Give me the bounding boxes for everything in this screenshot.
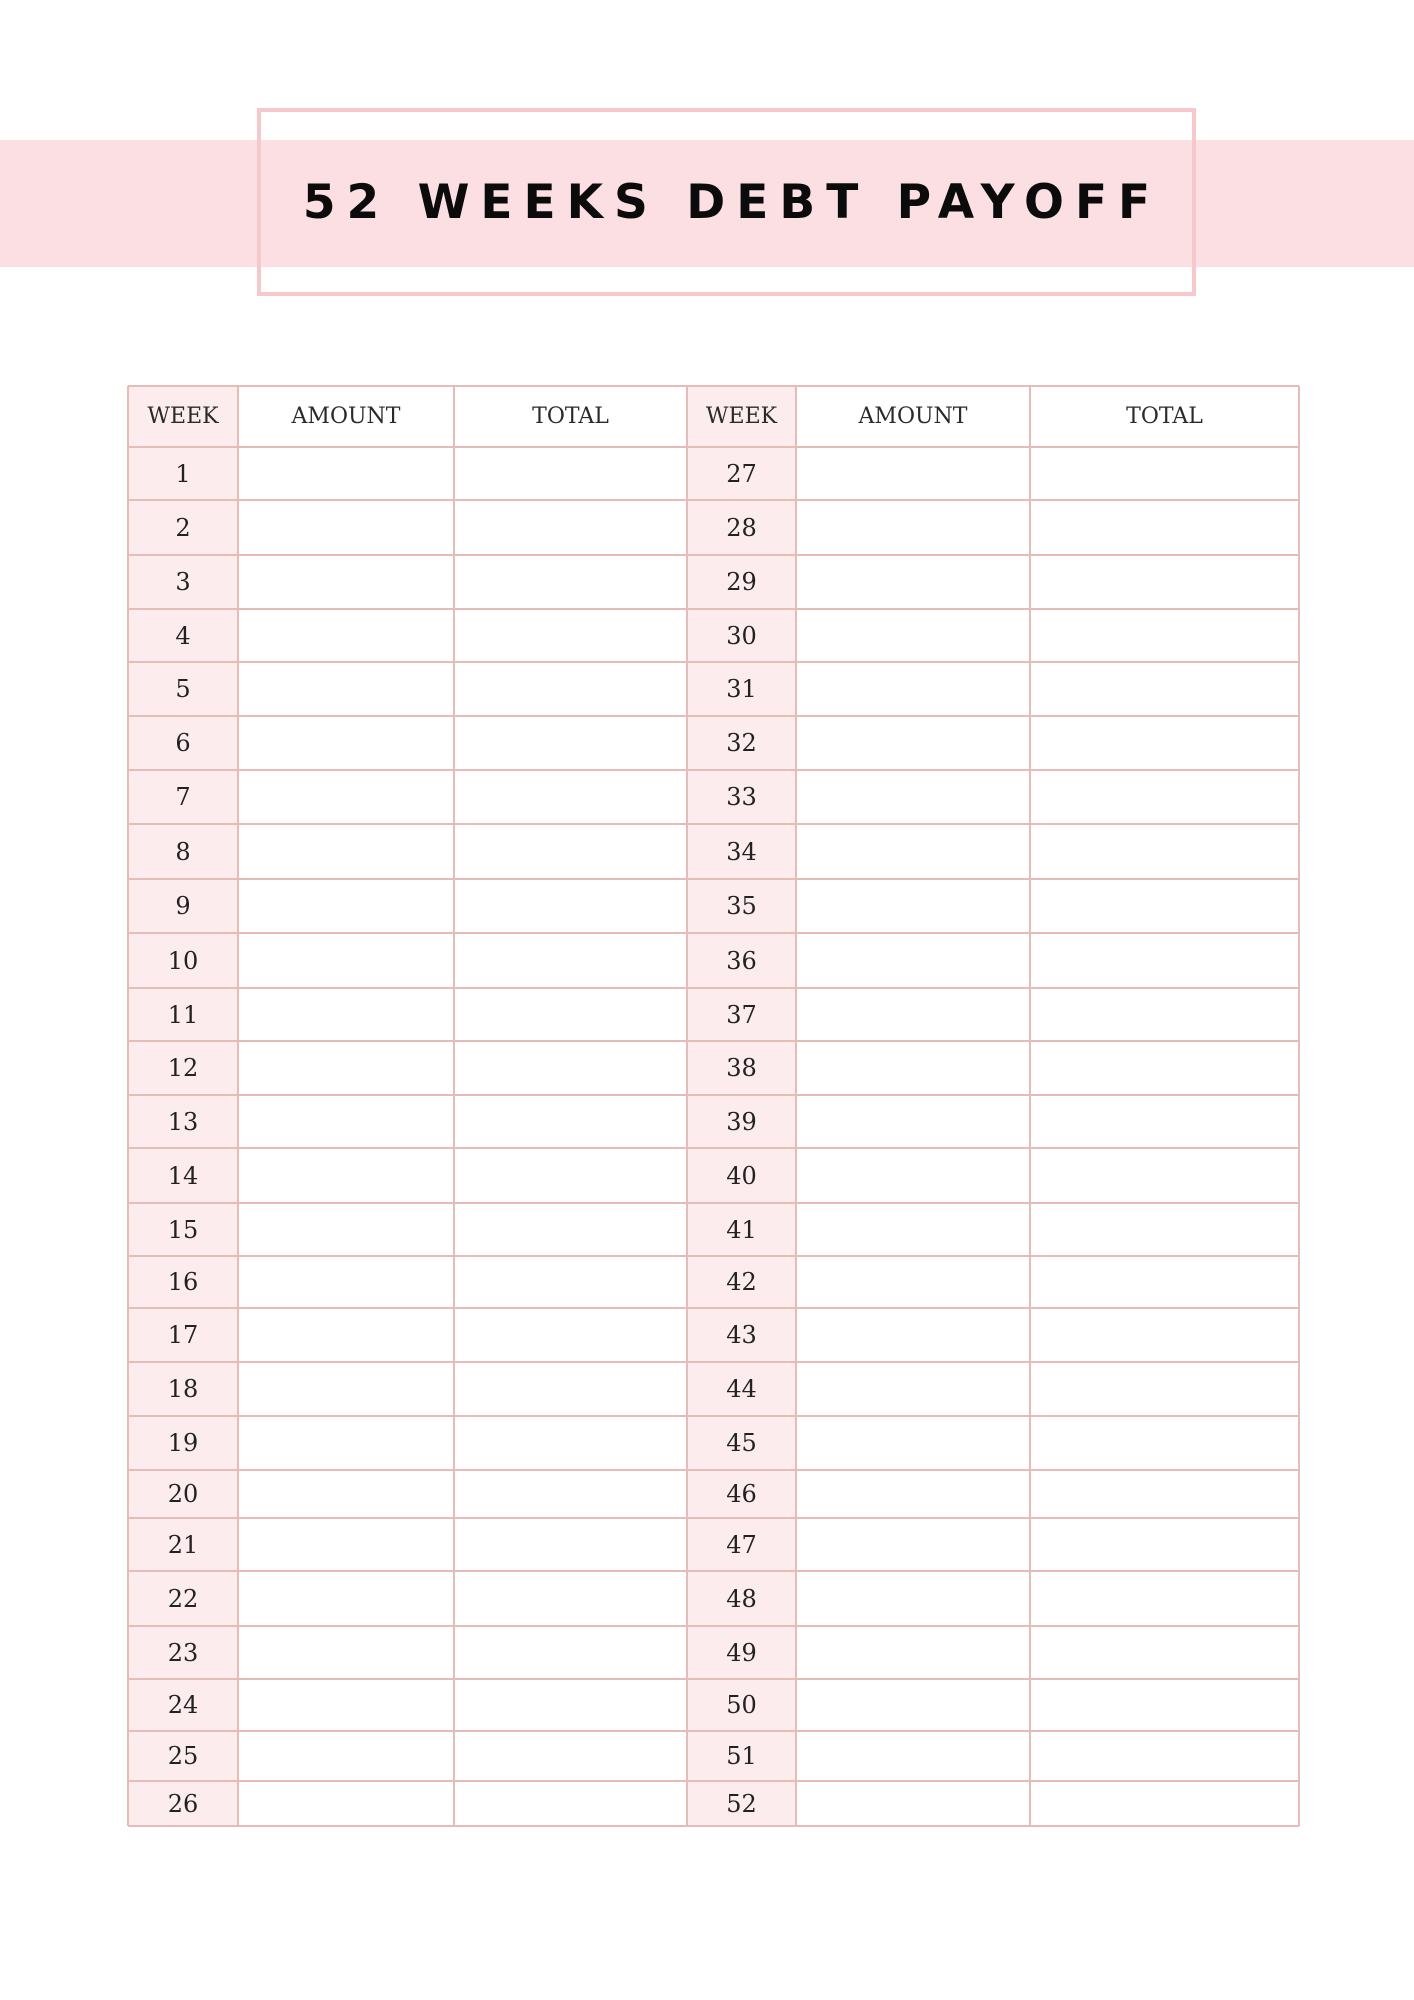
amount-cell[interactable]: [238, 1781, 454, 1826]
total-cell[interactable]: [1030, 1518, 1299, 1571]
total-cell[interactable]: [454, 1470, 687, 1518]
total-cell[interactable]: [1030, 770, 1299, 824]
total-cell[interactable]: [454, 1781, 687, 1826]
amount-cell[interactable]: [796, 1203, 1030, 1256]
total-cell[interactable]: [1030, 1362, 1299, 1416]
week-number: 2: [175, 513, 191, 542]
amount-cell[interactable]: [796, 879, 1030, 933]
header-week-left: WEEK: [147, 404, 219, 429]
week-number: 23: [167, 1638, 199, 1667]
total-cell[interactable]: [454, 555, 687, 609]
amount-cell[interactable]: [238, 500, 454, 555]
week-number: 41: [726, 1215, 757, 1244]
week-number: 40: [726, 1161, 757, 1190]
week-number: 15: [167, 1215, 199, 1244]
week-number: 11: [167, 1000, 199, 1029]
week-number: 47: [726, 1530, 757, 1559]
total-cell[interactable]: [1030, 988, 1299, 1041]
amount-cell[interactable]: [238, 447, 454, 500]
week-number: 45: [726, 1429, 757, 1457]
week-number: 31: [726, 675, 757, 703]
total-cell[interactable]: [1030, 447, 1299, 500]
week-number: 16: [167, 1268, 199, 1296]
week-number: 52: [726, 1789, 757, 1818]
week-number: 3: [175, 568, 191, 596]
week-number: 10: [167, 946, 199, 975]
amount-cell[interactable]: [796, 555, 1030, 609]
amount-cell[interactable]: [796, 716, 1030, 770]
total-cell[interactable]: [1030, 824, 1299, 879]
week-number: 33: [726, 783, 757, 811]
total-cell[interactable]: [454, 988, 687, 1041]
total-cell[interactable]: [1030, 1781, 1299, 1826]
amount-cell[interactable]: [796, 609, 1030, 662]
total-cell[interactable]: [454, 1362, 687, 1416]
amount-cell[interactable]: [238, 1571, 454, 1626]
total-cell[interactable]: [1030, 662, 1299, 716]
amount-cell[interactable]: [238, 1416, 454, 1470]
header-total-left: TOTAL: [532, 404, 609, 429]
total-cell[interactable]: [454, 1626, 687, 1679]
total-cell[interactable]: [454, 662, 687, 716]
week-number: 1: [175, 459, 191, 488]
amount-cell[interactable]: [238, 879, 454, 933]
week-number: 35: [726, 892, 757, 920]
total-cell[interactable]: [1030, 500, 1299, 555]
week-number: 34: [726, 837, 757, 866]
total-cell[interactable]: [454, 447, 687, 500]
total-cell[interactable]: [454, 1571, 687, 1626]
amount-cell[interactable]: [238, 1626, 454, 1679]
total-cell[interactable]: [1030, 555, 1299, 609]
total-cell[interactable]: [1030, 879, 1299, 933]
total-cell[interactable]: [1030, 1308, 1299, 1362]
week-number: 51: [726, 1742, 757, 1770]
week-number: 28: [726, 513, 757, 542]
amount-cell[interactable]: [796, 770, 1030, 824]
amount-cell[interactable]: [238, 716, 454, 770]
week-number: 20: [167, 1480, 199, 1508]
total-cell[interactable]: [1030, 1470, 1299, 1518]
total-cell[interactable]: [1030, 1626, 1299, 1679]
total-cell[interactable]: [454, 1041, 687, 1095]
total-cell[interactable]: [1030, 1571, 1299, 1626]
amount-cell[interactable]: [796, 1256, 1030, 1308]
amount-cell[interactable]: [238, 824, 454, 879]
week-number: 38: [726, 1054, 757, 1082]
amount-cell[interactable]: [796, 447, 1030, 500]
week-number: 30: [726, 621, 757, 650]
amount-cell[interactable]: [238, 662, 454, 716]
total-cell[interactable]: [1030, 1203, 1299, 1256]
amount-cell[interactable]: [796, 824, 1030, 879]
week-number: 49: [726, 1638, 757, 1667]
week-number: 24: [167, 1691, 199, 1719]
total-cell[interactable]: [1030, 716, 1299, 770]
week-number: 5: [175, 675, 191, 703]
week-number: 6: [175, 729, 191, 757]
amount-cell[interactable]: [238, 1470, 454, 1518]
amount-cell[interactable]: [796, 1518, 1030, 1571]
total-cell[interactable]: [454, 1148, 687, 1203]
week-number: 48: [726, 1584, 757, 1613]
amount-cell[interactable]: [796, 1041, 1030, 1095]
amount-cell[interactable]: [796, 500, 1030, 555]
amount-cell[interactable]: [796, 933, 1030, 988]
week-number: 37: [726, 1000, 757, 1029]
total-cell[interactable]: [454, 770, 687, 824]
amount-cell[interactable]: [796, 1626, 1030, 1679]
total-cell[interactable]: [454, 500, 687, 555]
amount-cell[interactable]: [796, 1416, 1030, 1470]
amount-cell[interactable]: [238, 609, 454, 662]
week-number: 17: [167, 1321, 199, 1349]
week-number: 18: [167, 1375, 199, 1403]
total-cell[interactable]: [454, 933, 687, 988]
week-number: 14: [167, 1161, 199, 1190]
week-number: 42: [726, 1268, 757, 1296]
week-number: 43: [726, 1321, 757, 1349]
total-cell[interactable]: [1030, 1731, 1299, 1781]
page-title: 52 WEEKS DEBT PAYOFF: [302, 174, 1162, 230]
header-amount-right: AMOUNT: [858, 404, 968, 429]
week-number: 46: [726, 1480, 757, 1508]
amount-cell[interactable]: [238, 770, 454, 824]
amount-cell[interactable]: [796, 1571, 1030, 1626]
week-number: 36: [726, 946, 757, 975]
week-number: 8: [175, 837, 191, 866]
amount-cell[interactable]: [238, 1095, 454, 1148]
total-cell[interactable]: [454, 716, 687, 770]
week-number: 25: [167, 1742, 199, 1770]
week-number: 27: [726, 459, 757, 488]
total-cell[interactable]: [454, 609, 687, 662]
total-cell[interactable]: [1030, 1256, 1299, 1308]
amount-cell[interactable]: [796, 662, 1030, 716]
amount-cell[interactable]: [238, 933, 454, 988]
amount-cell[interactable]: [238, 1731, 454, 1781]
total-cell[interactable]: [454, 1518, 687, 1571]
amount-cell[interactable]: [238, 555, 454, 609]
amount-cell[interactable]: [796, 1470, 1030, 1518]
week-number: 13: [167, 1107, 199, 1136]
week-number: 50: [726, 1691, 757, 1719]
week-number: 22: [167, 1584, 199, 1613]
week-number: 44: [726, 1375, 757, 1403]
amount-cell[interactable]: [238, 988, 454, 1041]
amount-cell[interactable]: [796, 1308, 1030, 1362]
amount-cell[interactable]: [238, 1041, 454, 1095]
debt-payoff-table: [128, 386, 1299, 1826]
amount-cell[interactable]: [796, 1731, 1030, 1781]
week-number: 39: [726, 1107, 757, 1136]
total-cell[interactable]: [454, 824, 687, 879]
amount-cell[interactable]: [238, 1679, 454, 1731]
week-number: 12: [167, 1054, 199, 1082]
amount-cell[interactable]: [796, 988, 1030, 1041]
amount-cell[interactable]: [238, 1362, 454, 1416]
amount-cell[interactable]: [238, 1203, 454, 1256]
total-cell[interactable]: [1030, 1041, 1299, 1095]
amount-cell[interactable]: [796, 1148, 1030, 1203]
total-cell[interactable]: [454, 1256, 687, 1308]
total-cell[interactable]: [1030, 609, 1299, 662]
total-cell[interactable]: [454, 1679, 687, 1731]
week-number: 7: [175, 783, 191, 811]
total-cell[interactable]: [454, 1308, 687, 1362]
amount-cell[interactable]: [238, 1518, 454, 1571]
total-cell[interactable]: [1030, 1679, 1299, 1731]
total-cell[interactable]: [454, 1203, 687, 1256]
total-cell[interactable]: [454, 1416, 687, 1470]
total-cell[interactable]: [454, 879, 687, 933]
week-number: 32: [726, 729, 757, 757]
week-number: 4: [175, 621, 191, 650]
header-week-right: WEEK: [705, 404, 778, 429]
week-number: 9: [175, 892, 191, 920]
total-cell[interactable]: [1030, 1095, 1299, 1148]
amount-cell[interactable]: [238, 1308, 454, 1362]
amount-cell[interactable]: [796, 1095, 1030, 1148]
amount-cell[interactable]: [796, 1679, 1030, 1731]
week-number: 19: [167, 1429, 199, 1457]
total-cell[interactable]: [454, 1095, 687, 1148]
title-frame: [257, 108, 1196, 296]
total-cell[interactable]: [454, 1731, 687, 1781]
header-amount-left: AMOUNT: [291, 404, 401, 429]
week-number: 26: [167, 1789, 199, 1818]
amount-cell[interactable]: [238, 1256, 454, 1308]
week-number: 21: [167, 1530, 199, 1559]
header-total-right: TOTAL: [1126, 404, 1203, 429]
total-cell[interactable]: [1030, 933, 1299, 988]
amount-cell[interactable]: [796, 1781, 1030, 1826]
total-cell[interactable]: [1030, 1416, 1299, 1470]
total-cell[interactable]: [1030, 1148, 1299, 1203]
amount-cell[interactable]: [238, 1148, 454, 1203]
week-number: 29: [726, 568, 757, 596]
amount-cell[interactable]: [796, 1362, 1030, 1416]
